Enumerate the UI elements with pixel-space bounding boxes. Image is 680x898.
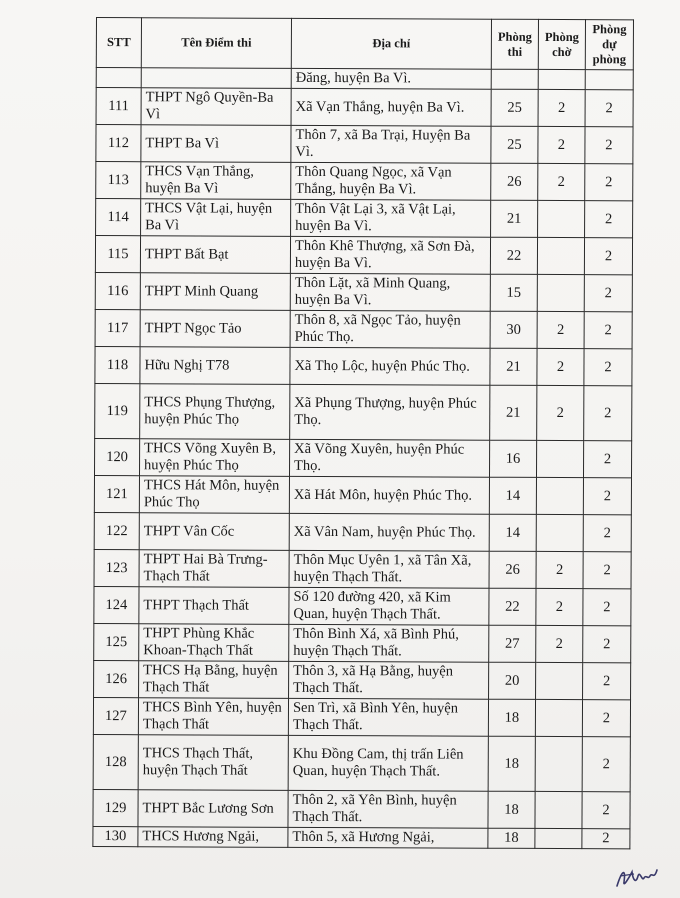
row-stt: 117: [95, 309, 140, 346]
row-address: Thôn Lặt, xã Minh Quang, huyện Ba Vì.: [290, 273, 490, 311]
row-site-name: THCS Hát Môn, huyện Phúc Thọ: [139, 476, 289, 514]
row-address: Xã Hát Môn, huyện Phúc Thọ.: [289, 476, 489, 514]
row-waiting-rooms: 2: [536, 588, 583, 625]
row-reserve-rooms: 2: [583, 589, 631, 626]
row-rooms: 18: [488, 791, 535, 828]
table-row: [94, 623, 631, 662]
row-stt: 119: [95, 383, 140, 438]
row-address: Thôn 2, xã Yên Bình, huyện Thạch Thất.: [288, 790, 488, 828]
row-site-name: THCS Hạ Bằng, huyện Thạch Thất: [139, 661, 289, 699]
row-address: Xã Vạn Thắng, huyện Ba Vì.: [291, 88, 491, 126]
row-waiting-rooms: [535, 828, 582, 848]
row-rooms: 25: [491, 89, 538, 126]
table-row: [94, 475, 631, 514]
table-row: [95, 272, 632, 311]
row-site-name: THPT Thạch Thất: [139, 587, 289, 625]
row-address: Thôn 5, xã Hương Ngải,: [288, 827, 488, 848]
row-site-name: THCS Võng Xuyên B, huyện Phúc Thọ: [139, 439, 289, 477]
row-rooms: 30: [490, 311, 537, 348]
row-address: Thôn Quang Ngọc, xã Vạn Thắng, huyện Ba Vì.: [291, 162, 491, 200]
row-reserve-rooms: 2: [585, 201, 633, 238]
row-stt: 123: [94, 549, 139, 586]
row-address: Thôn Khê Thượng, xã Sơn Đà, huyện Ba Vì.: [290, 236, 490, 274]
row-site-name: THCS Thạch Thất, huyện Thạch Thất: [138, 735, 288, 791]
table-row: [94, 586, 631, 625]
row-stt: 113: [96, 162, 141, 199]
row-reserve-rooms: 2: [584, 238, 632, 275]
row-waiting-rooms: [537, 237, 584, 274]
row-waiting-rooms: 2: [538, 163, 585, 200]
row-stt: 116: [95, 272, 140, 309]
row-site-name: THPT Phùng Khắc Khoan-Thạch Thất: [139, 624, 289, 662]
row-rooms: 15: [490, 274, 537, 311]
table-row: [96, 88, 633, 127]
row-reserve-rooms: 2: [585, 164, 633, 201]
row-stt: 125: [94, 623, 139, 660]
row-rooms: 27: [489, 625, 536, 662]
row-rooms: 26: [491, 163, 538, 200]
continuation-address: Đăng, huyện Ba Vì.: [291, 68, 491, 89]
row-waiting-rooms: [537, 274, 584, 311]
table-row: [94, 438, 631, 477]
row-reserve-rooms: 2: [585, 127, 633, 164]
row-waiting-rooms: [538, 200, 585, 237]
row-rooms: 25: [491, 126, 538, 163]
row-reserve-rooms: 2: [583, 663, 631, 700]
row-waiting-rooms: 2: [538, 89, 585, 126]
row-waiting-rooms: [536, 477, 583, 514]
signature-mark: [614, 862, 660, 890]
row-stt: 118: [95, 346, 140, 383]
table-row: [94, 549, 631, 588]
header-address: Địa chỉ: [291, 18, 491, 69]
row-site-name: THPT Ngọc Tảo: [140, 310, 290, 348]
row-site-name: THCS Vật Lại, huyện Ba Vì: [141, 199, 291, 237]
row-address: Xã Phụng Thượng, huyện Phúc Thọ.: [290, 384, 490, 440]
exam-sites-table: [92, 17, 634, 849]
row-stt: 128: [93, 734, 138, 789]
continuation-row: [96, 68, 633, 90]
header-stt: STT: [96, 18, 141, 68]
row-site-name: THPT Bắc Lương Sơn: [138, 790, 288, 828]
row-reserve-rooms: 2: [584, 275, 632, 312]
row-reserve-rooms: 2: [584, 386, 632, 441]
row-rooms: 18: [488, 828, 535, 848]
table-header-row: [96, 18, 633, 70]
row-reserve-rooms: 2: [583, 478, 631, 515]
row-rooms: 21: [491, 200, 538, 237]
row-rooms: 20: [489, 662, 536, 699]
row-waiting-rooms: [536, 514, 583, 551]
table-row: [93, 789, 630, 828]
row-stt: 111: [96, 88, 141, 125]
row-waiting-rooms: [535, 791, 582, 828]
row-reserve-rooms: 2: [582, 700, 630, 737]
table-row: [94, 660, 631, 699]
row-stt: 130: [93, 826, 138, 846]
row-address: Số 120 đường 420, xã Kim Quan, huyện Thạch Thất.: [289, 587, 489, 625]
row-reserve-rooms: 2: [583, 441, 631, 478]
row-address: Khu Đồng Cam, thị trấn Liên Quan, huyện Thạch Thất.: [288, 735, 488, 791]
header-name: Tên Điểm thi: [141, 18, 291, 69]
row-stt: 124: [94, 586, 139, 623]
row-address: Thôn Bình Xá, xã Bình Phú, huyện Thạch Thất.: [289, 624, 489, 662]
table-row: [93, 697, 630, 736]
row-address: Sen Trì, xã Bình Yên, huyện Thạch Thất.: [288, 698, 488, 736]
row-site-name: THPT Ngô Quyền-Ba Vì: [141, 88, 291, 126]
header-reserve-rooms: Phòng dự phòng: [585, 20, 633, 70]
row-waiting-rooms: [535, 736, 582, 791]
row-site-name: THCS Vạn Thắng, huyện Ba Vì: [141, 162, 291, 200]
row-site-name: THCS Hương Ngải,: [138, 827, 288, 848]
row-rooms: 22: [490, 237, 537, 274]
row-waiting-rooms: 2: [536, 625, 583, 662]
table-row: [96, 125, 633, 164]
table-row: [95, 309, 632, 348]
row-reserve-rooms: 2: [584, 312, 632, 349]
row-waiting-rooms: [536, 440, 583, 477]
table-row: [94, 512, 631, 551]
row-waiting-rooms: [535, 699, 582, 736]
table-row: [93, 826, 630, 848]
row-address: Xã Thọ Lộc, huyện Phúc Thọ.: [290, 347, 490, 385]
row-stt: 126: [94, 660, 139, 697]
table-row: [95, 383, 632, 440]
row-stt: 121: [94, 475, 139, 512]
row-address: Thôn 7, xã Ba Trại, Huyện Ba Vì.: [291, 125, 491, 163]
row-rooms: 18: [488, 699, 535, 736]
row-waiting-rooms: 2: [537, 385, 584, 440]
row-site-name: Hữu Nghị T78: [140, 347, 290, 385]
row-site-name: THPT Vân Cốc: [139, 513, 289, 551]
row-rooms: 14: [489, 477, 536, 514]
row-reserve-rooms: 2: [585, 90, 633, 127]
row-reserve-rooms: 2: [582, 737, 630, 792]
row-address: Thôn Mục Uyên 1, xã Tân Xã, huyện Thạch Thất.: [289, 550, 489, 588]
header-waiting-rooms: Phòng chờ: [538, 19, 585, 69]
row-stt: 127: [93, 697, 138, 734]
row-reserve-rooms: 2: [583, 552, 631, 589]
row-stt: 112: [96, 125, 141, 162]
row-site-name: THPT Minh Quang: [140, 273, 290, 311]
row-rooms: 21: [490, 385, 537, 440]
row-waiting-rooms: 2: [537, 311, 584, 348]
row-rooms: 21: [490, 348, 537, 385]
table-row: [95, 236, 632, 275]
table-row: [93, 734, 630, 791]
row-rooms: 22: [489, 588, 536, 625]
row-stt: 122: [94, 512, 139, 549]
row-waiting-rooms: 2: [536, 551, 583, 588]
row-site-name: THCS Bình Yên, huyện Thạch Thất: [138, 698, 288, 736]
row-address: Thôn 3, xã Hạ Bằng, huyện Thạch Thất.: [289, 661, 489, 699]
row-site-name: THPT Ba Vì: [141, 125, 291, 163]
row-address: Thôn 8, xã Ngọc Tảo, huyện Phúc Thọ.: [290, 310, 490, 348]
row-site-name: THPT Hai Bà Trưng-Thạch Thất: [139, 550, 289, 588]
row-address: Xã Vân Nam, huyện Phúc Thọ.: [289, 513, 489, 551]
row-waiting-rooms: 2: [537, 348, 584, 385]
row-reserve-rooms: 2: [583, 626, 631, 663]
row-rooms: 14: [489, 514, 536, 551]
row-stt: 129: [93, 789, 138, 826]
row-rooms: 18: [488, 736, 535, 791]
row-reserve-rooms: 2: [583, 515, 631, 552]
row-reserve-rooms: 2: [584, 349, 632, 386]
table-row: [96, 199, 633, 238]
row-rooms: 16: [489, 440, 536, 477]
row-address: Xã Võng Xuyên, huyện Phúc Thọ.: [289, 439, 489, 477]
table-row: [96, 162, 633, 201]
row-waiting-rooms: 2: [538, 126, 585, 163]
row-address: Thôn Vật Lại 3, xã Vật Lại, huyện Ba Vì.: [291, 199, 491, 237]
row-site-name: THCS Phụng Thượng, huyện Phúc Thọ: [140, 384, 290, 440]
row-site-name: THPT Bất Bạt: [140, 236, 290, 274]
row-rooms: 26: [489, 551, 536, 588]
table-row: [95, 346, 632, 385]
row-waiting-rooms: [536, 662, 583, 699]
row-stt: 114: [96, 199, 141, 236]
row-reserve-rooms: 2: [582, 792, 630, 829]
row-reserve-rooms: 2: [582, 829, 630, 849]
row-stt: 115: [95, 236, 140, 273]
header-rooms: Phòng thi: [491, 19, 538, 69]
row-stt: 120: [94, 438, 139, 475]
